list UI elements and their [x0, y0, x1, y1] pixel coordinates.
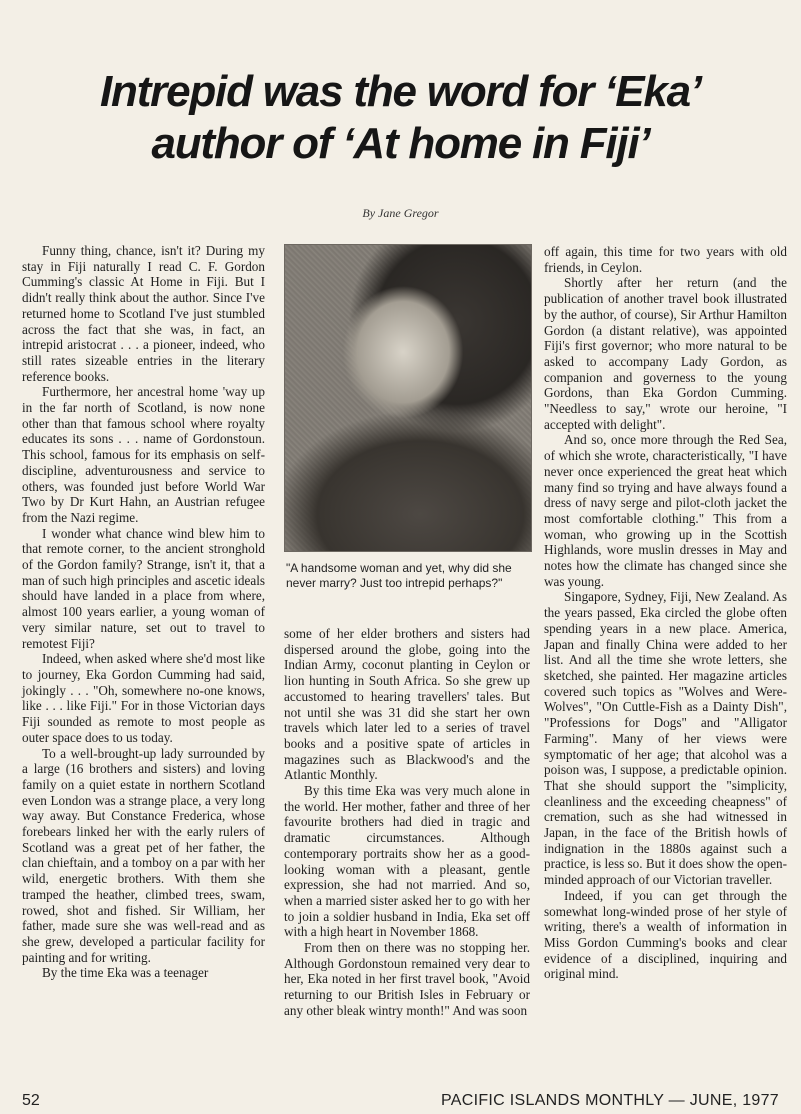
headline-line-2: author of ‘At home in Fiji’ [151, 119, 650, 168]
publication-footer: PACIFIC ISLANDS MONTHLY — JUNE, 1977 [441, 1092, 779, 1109]
byline: By Jane Gregor [362, 206, 439, 220]
photo-caption: "A handsome woman and yet, why did she never marry? Just too intrepid perhaps?" [286, 561, 512, 590]
headline-line-1: Intrepid was the word for ‘Eka’ [100, 67, 701, 116]
paragraph: And so, once more through the Red Sea, of which she wrote, characteristically, "I have never once experienced the great heat which many find so trying and have always found a dress of navy serge and pilot-cloth jacket the most comfortable clothing." This from a woman, who growing up in the Scottish Highlands, wore muslin dresses in May and notes how the climate has changed since she was young. [544, 432, 787, 589]
page-number: 52 [22, 1092, 40, 1109]
headline [0, 66, 801, 170]
paragraph: Funny thing, chance, isn't it? During my stay in Fiji naturally I read C. F. Gordon Cumming's classic At Home in Fiji. But I didn't really think about the author. Since I've returned home to Scotland I've just stumbled across the fact that she was, in fact, an intrepid aristocrat . . . a pioneer, indeed, who still rates sizeable entries in the literary reference books. [22, 243, 265, 384]
paragraph: Furthermore, her ancestral home 'way up in the far north of Scotland, is now none other than that famous school where royalty educates its sons . . . name of Gordonstoun. This school, famous for its emphasis on self-discipline, adventurousness and service to others, was founded just before World War Two by Dr Kurt Hahn, an Austrian refugee from the Nazi regime. [22, 384, 265, 525]
paragraph: From then on there was no stopping her. Although Gordonstoun remained very dear to her, Eka noted in her first travel book, "Avoid returning to our British Isles in February or any other bleak wintry month!" And was soon [284, 940, 530, 1018]
paragraph: Indeed, if you can get through the somewhat long-winded prose of her style of writing, there's a wealth of information in Miss Gordon Cumming's books and clear evidence of a disciplined, inquiring and original mind. [544, 887, 787, 982]
paragraph: Indeed, when asked where she'd most like to journey, Eka Gordon Cumming had said, jokingly . . . "Oh, somewhere no-one knows, like . . . like Fiji." For in those Victorian days Fiji sounded as remote to most people as outer space does to us today. [22, 651, 265, 745]
paragraph: Singapore, Sydney, Fiji, New Zealand. As the years passed, Eka circled the globe often spending years in a new place. America, Japan and finally China were added to her list. And all the time she wrote letters, she sketched, she painted. Her magazine articles covered such topics as "Wolves and Were-Wolves", "On Cuttle-Fish as a Dainty Dish", "Professions for Dogs" and "Alligator Farming". Many of her views were symptomatic of her age; that alcohol was a poison was, I suppose, a predictable opinion. That she should support the "simplicity, cleanliness and the exceeding cheapness" of cremation, such as she had witnessed in Japan, in the face of the British howls of indignation in the 1880s against such a practice, is less so. But it does show the open-minded approach of our Victorian traveller. [544, 589, 787, 888]
paragraph: I wonder what chance wind blew him to that remote corner, to the ancient stronghold of the Gordon family? Strange, isn't it, that a man of such high principles and ascetic ideals should have landed in a place from where, almost 100 years earlier, a young woman of very similar nature, set out to travel to remotest Fiji? [22, 525, 265, 651]
paragraph: By the time Eka was a teenager [42, 965, 209, 981]
article-column-3 [544, 244, 787, 982]
paragraph: off again, this time for two years with old friends, in Ceylon. [544, 244, 787, 275]
paragraph: By this time Eka was very much alone in the world. Her mother, father and three of her favourite brothers had died in tragic and dramatic circumstances. Although contemporary portraits show her as a good-looking woman with a pleasant, gentle expression, she had not married. And so, when a married sister asked her to go with her to join a soldier husband in India, Eka set off with a high heart in November 1868. [284, 783, 530, 940]
paragraph: Shortly after her return (and the publication of another travel book illustrated by the author, of course), Sir Arthur Hamilton Gordon (a distant relative), was appointed Fiji's first governor; who more natural to be asked to accompany Lady Gordon, as companion and governess to the young Gordons, than Eka Gordon Cumming. "Needless to say," wrote our heroine, "I accepted with delight". [544, 275, 787, 432]
article-column-1 [22, 243, 265, 981]
paragraph: To a well-brought-up lady surrounded by a large (16 brothers and sisters) and loving family on a quiet estate in northern Scotland even London was a strange place, a very long way away. But Constance Frederica, whose forebears linked her with the early rulers of Scotland was a great pet of her father, the clan chieftain, and a tomboy on a par with her wild, energetic brothers. With them she tramped the heather, climbed trees, swam, rowed, shot and fished. Sir William, her father, made sure she was well-read and as she grew, developed a particular facility for painting and for writing. [22, 745, 265, 965]
portrait-photo [284, 244, 532, 552]
paragraph: some of her elder brothers and sisters had dispersed around the globe, going into the Indian Army, coconut planting in Ceylon or lion hunting in South Africa. So she grew up accustomed to hearing travellers' tales. But not until she was 31 did she start her own travels which later led to a series of travel books and a positive spate of articles in magazines such as Blackwood's and the Atlantic Monthly. [284, 626, 530, 783]
